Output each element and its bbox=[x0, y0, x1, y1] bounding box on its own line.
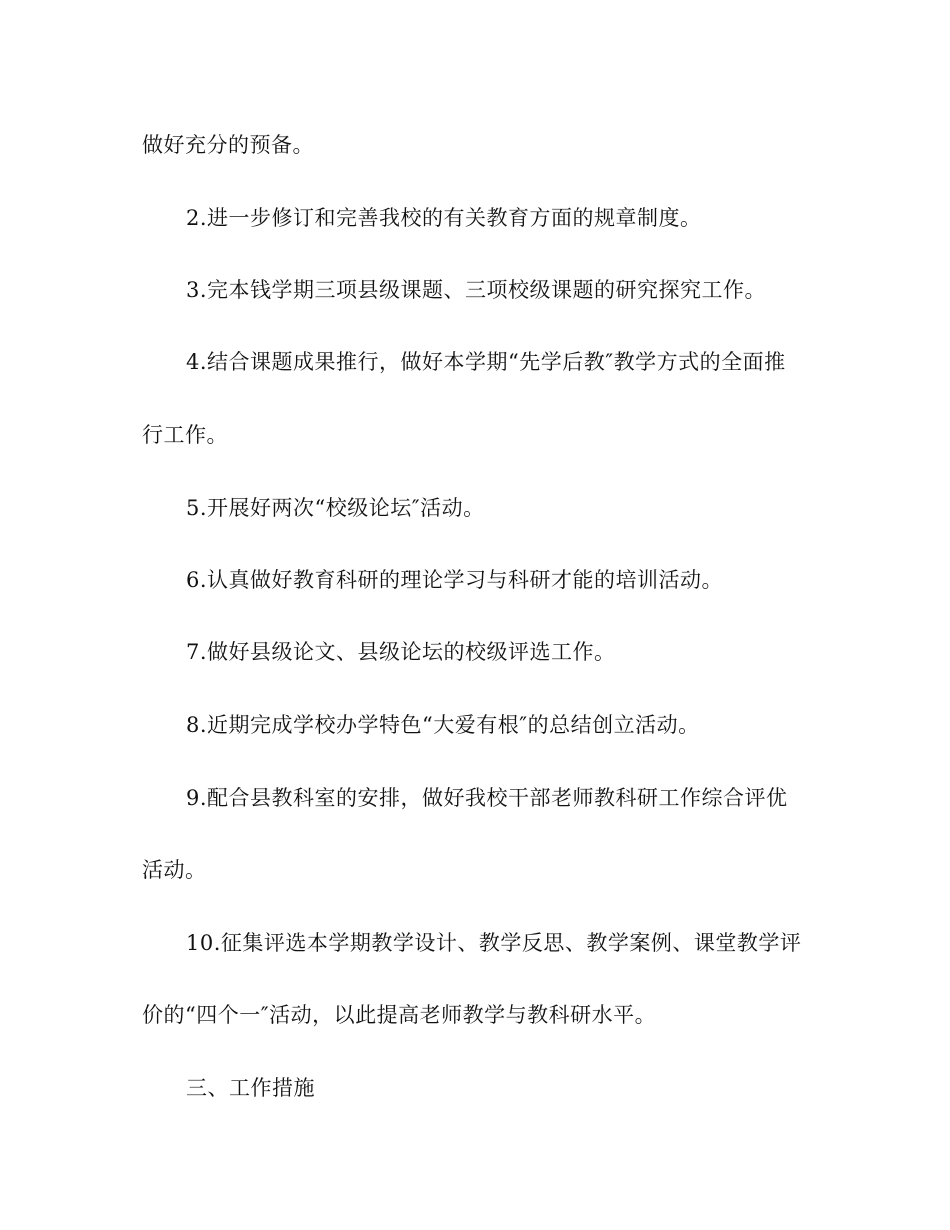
list-item-7: 7.做好县级论文、县级论坛的校级评选工作。 bbox=[186, 640, 616, 664]
section-heading: 三、工作措施 bbox=[186, 1076, 315, 1100]
list-item-4: 4.结合课题成果推行，做好本学期“先学后教″教学方式的全面推 bbox=[186, 350, 786, 374]
list-item-10-continuation: 价的“四个一″活动，以此提高老师教学与教科研水平。 bbox=[142, 1003, 657, 1027]
list-item-9: 9.配合县教科室的安排，做好我校干部老师教科研工作综合评优 bbox=[186, 786, 788, 810]
list-item-10: 10.征集评选本学期教学设计、教学反思、教学案例、课堂教学评 bbox=[186, 931, 802, 955]
list-item-6: 6.认真做好教育科研的理论学习与科研才能的培训活动。 bbox=[186, 568, 724, 592]
text-line-1: 做好充分的预备。 bbox=[142, 133, 314, 157]
list-item-3: 3.完本钱学期三项县级课题、三项校级课题的研究探究工作。 bbox=[186, 278, 767, 302]
list-item-9-continuation: 活动。 bbox=[142, 858, 207, 882]
list-item-2: 2.进一步修订和完善我校的有关教育方面的规章制度。 bbox=[186, 206, 702, 230]
list-item-8: 8.近期完成学校办学特色“大爱有根″的总结创立活动。 bbox=[186, 713, 700, 737]
list-item-4-continuation: 行工作。 bbox=[142, 423, 228, 447]
list-item-5: 5.开展好两次“校级论坛″活动。 bbox=[186, 496, 485, 520]
